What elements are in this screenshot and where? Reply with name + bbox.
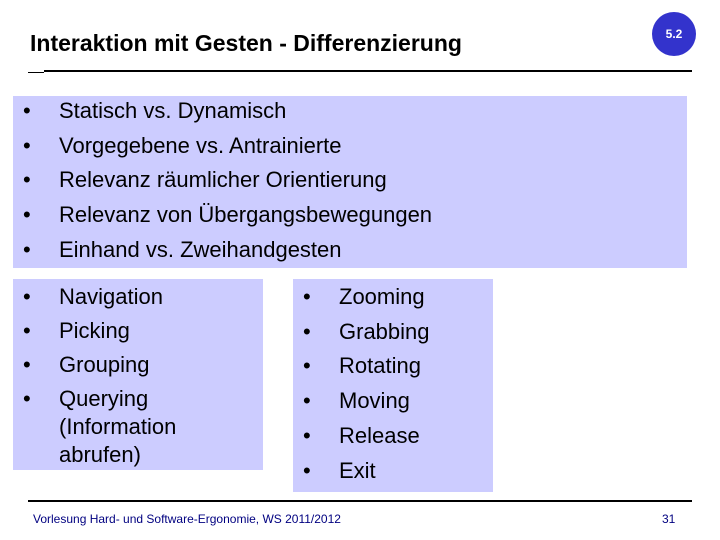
- left-bullet-list: [23, 280, 229, 472]
- slide-title: Interaktion mit Gesten - Differenzierung: [30, 30, 462, 56]
- page-number: 31: [662, 512, 676, 526]
- right-bullet-list: [303, 280, 430, 488]
- bullet-icon: •: [303, 388, 311, 414]
- bullet-icon: •: [303, 284, 311, 309]
- bullet-icon: •: [303, 422, 311, 448]
- list-item: • Navigation: [23, 280, 229, 314]
- list-item: • Relevanz von Übergangsbewegungen: [23, 198, 432, 233]
- bullet-icon: •: [303, 353, 311, 379]
- list-item: • Picking: [23, 314, 229, 348]
- list-item: • Querying (Information abrufen): [23, 382, 229, 472]
- title-rule: [44, 70, 692, 72]
- list-item: • Release: [303, 419, 430, 454]
- bullet-icon: •: [23, 386, 31, 411]
- list-item: • Zooming: [303, 280, 430, 315]
- list-item: • Statisch vs. Dynamisch: [23, 94, 432, 129]
- footer-rule: [28, 500, 692, 502]
- bullet-icon: •: [303, 318, 311, 344]
- list-item: • Rotating: [303, 349, 430, 384]
- bullet-icon: •: [23, 132, 31, 158]
- bullet-icon: •: [23, 236, 31, 262]
- list-item: • Exit: [303, 454, 430, 489]
- bullet-icon: •: [23, 318, 31, 343]
- list-item: • Grouping: [23, 348, 229, 382]
- bullet-icon: •: [303, 457, 311, 483]
- bullet-icon: •: [23, 352, 31, 377]
- title-rule-accent: [28, 72, 44, 73]
- bullet-icon: •: [23, 98, 31, 123]
- list-item: • Relevanz räumlicher Orientierung: [23, 163, 432, 198]
- list-item: • Einhand vs. Zweihandgesten: [23, 233, 432, 268]
- list-item: • Grabbing: [303, 315, 430, 350]
- section-badge: 5.2: [652, 12, 696, 56]
- list-item: • Moving: [303, 384, 430, 419]
- list-item: • Vorgegebene vs. Antrainierte: [23, 129, 432, 164]
- main-bullet-list: [23, 94, 432, 268]
- footer-text: Vorlesung Hard- und Software-Ergonomie, WS 2011/2012: [33, 512, 341, 526]
- bullet-icon: •: [23, 202, 31, 228]
- bullet-icon: •: [23, 284, 31, 309]
- bullet-icon: •: [23, 167, 31, 193]
